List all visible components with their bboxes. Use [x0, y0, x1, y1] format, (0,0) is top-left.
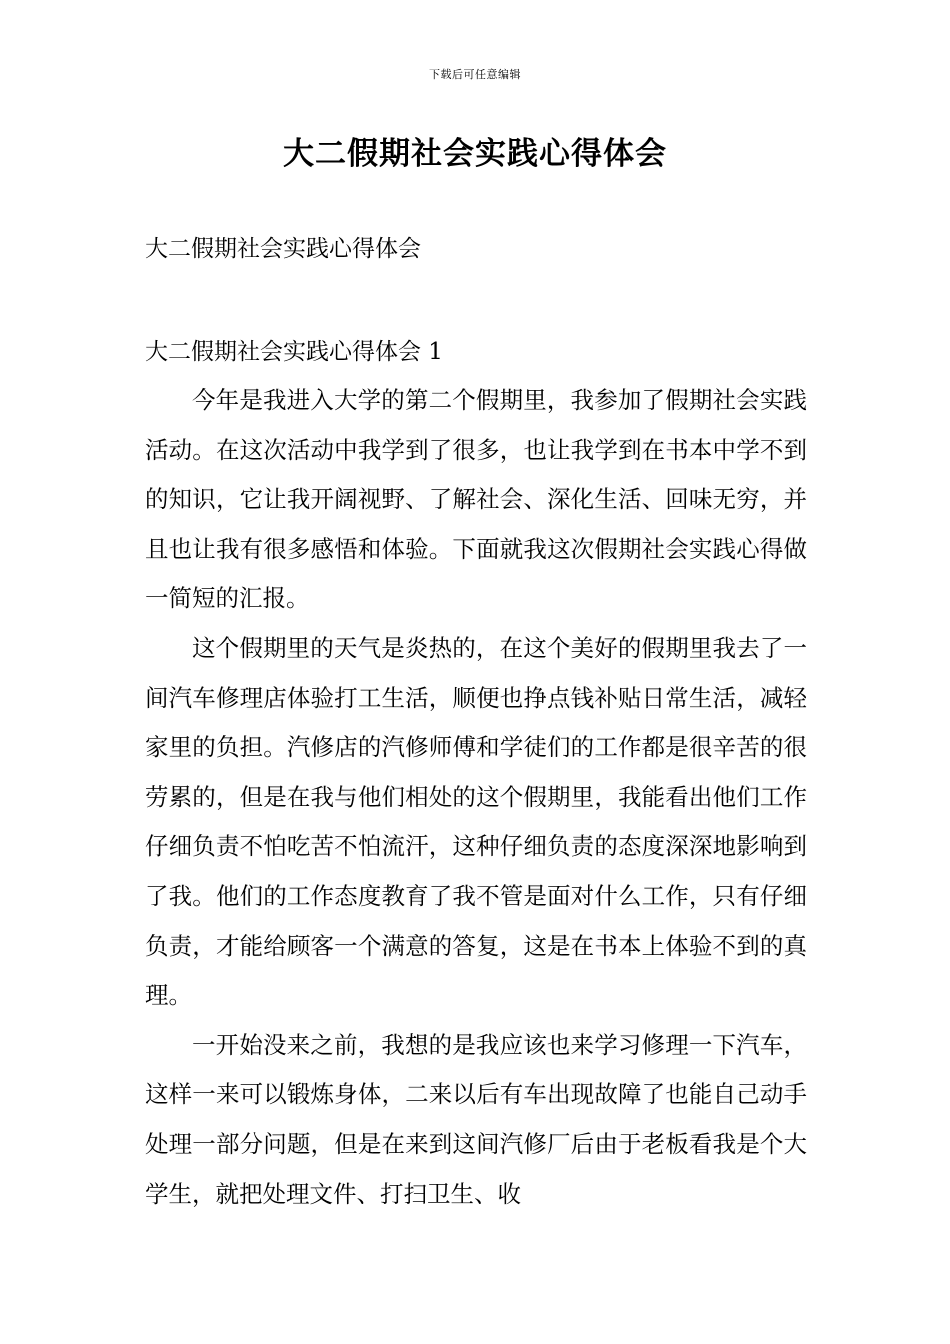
header-note: 下载后可任意编辑: [429, 68, 521, 81]
body-text: [145, 376, 807, 1219]
document-title: 大二假期社会实践心得体会: [283, 136, 667, 172]
paragraph: 这个假期里的天气是炎热的，在这个美好的假期里我去了一间汽车修理店体验打工生活，顺便也挣点钱补贴日常生活，减轻家里的负担。汽修店的汽修师傅和学徒们的工作都是很辛苦的很劳累的，但是在我与他们相处的这个假期里，我能看出他们工作仔细负责不怕吃苦不怕流汗，这种仔细负责的态度深深地影响到了我。他们的工作态度教育了我不管是面对什么工作，只有仔细负责，才能给顾客一个满意的答复，这是在书本上体验不到的真理。: [145, 633, 807, 1010]
paragraph: 今年是我进入大学的第二个假期里，我参加了假期社会实践活动。在这次活动中我学到了很多，也让我学到在书本中学不到的知识，它让我开阔视野、了解社会、深化生活、回味无穷，并且也让我有很多感悟和体验。下面就我这次假期社会实践心得做一简短的汇报。: [145, 386, 807, 613]
document-subtitle: 大二假期社会实践心得体会: [145, 236, 421, 262]
paragraph: 一开始没来之前，我想的是我应该也来学习修理一下汽车，这样一来可以锻炼身体，二来以后有车出现故障了也能自己动手处理一部分问题，但是在来到这间汽修厂后由于老板看我是个大学生，就把处理文件、打扫卫生、收: [145, 1030, 807, 1208]
section-heading: 大二假期社会实践心得体会 1: [145, 339, 443, 365]
